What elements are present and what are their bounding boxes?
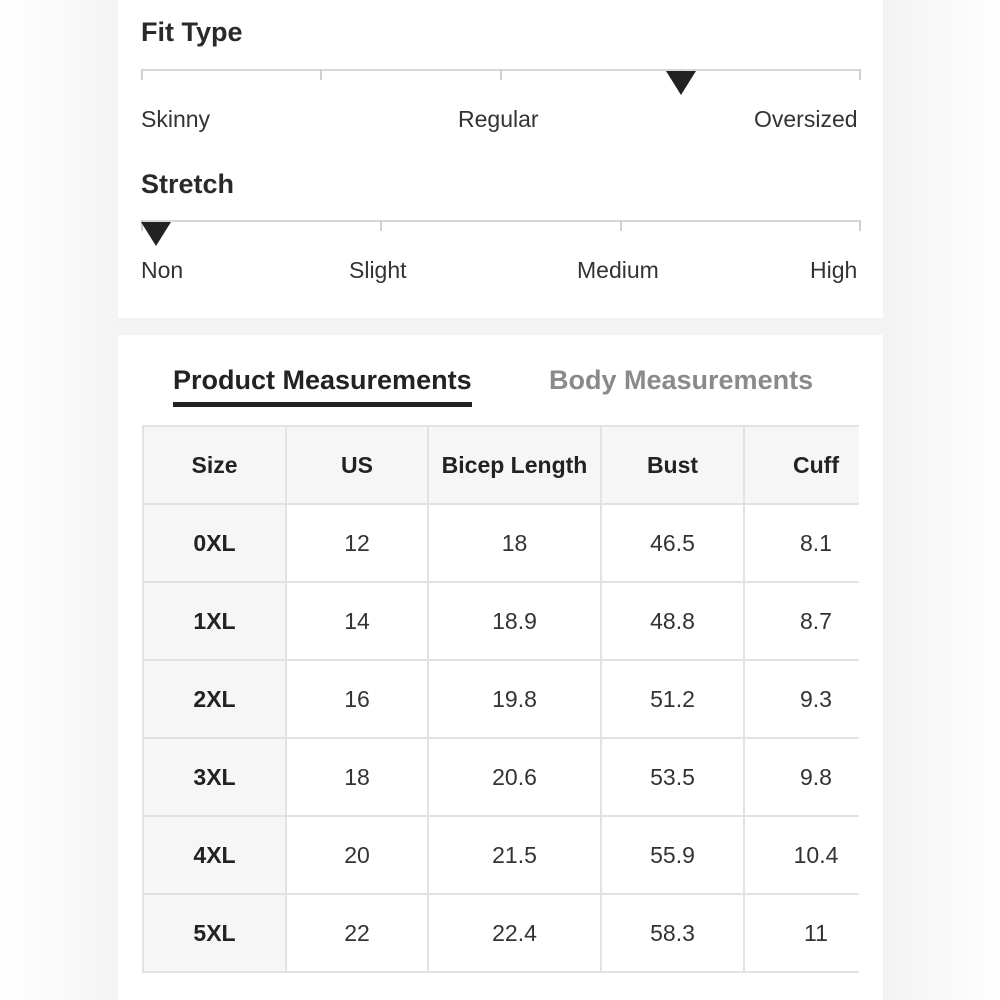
size-cell: 3XL <box>143 738 286 816</box>
measurement-cell: 9.3 <box>744 660 859 738</box>
column-header: Cuff <box>744 426 859 504</box>
stretch-label-slight: Slight <box>349 257 407 283</box>
measurement-cell: 18 <box>286 738 428 816</box>
fit-type-label-oversized: Oversized <box>754 106 858 132</box>
measurement-cell: 22.4 <box>428 894 601 972</box>
stretch-tick <box>859 220 861 231</box>
column-header: Bust <box>601 426 744 504</box>
table-row <box>143 660 859 738</box>
measurement-cell: 8.7 <box>744 582 859 660</box>
measurement-cell: 22 <box>286 894 428 972</box>
fit-type-tick <box>320 69 322 80</box>
measurement-cell: 48.8 <box>601 582 744 660</box>
measurement-cell: 14 <box>286 582 428 660</box>
measurement-cell: 53.5 <box>601 738 744 816</box>
size-chart-scroll-area[interactable] <box>142 425 859 973</box>
column-header: Bicep Length <box>428 426 601 504</box>
measurement-cell: 12 <box>286 504 428 582</box>
fit-type-tick <box>859 69 861 80</box>
stretch-tick <box>620 220 622 231</box>
stretch-label-high: High <box>810 257 858 283</box>
size-cell: 5XL <box>143 894 286 972</box>
fit-type-marker <box>666 71 696 95</box>
section-divider <box>118 318 883 335</box>
fit-type-tick <box>141 69 143 80</box>
measurement-cell: 55.9 <box>601 816 744 894</box>
measurement-cell: 9.8 <box>744 738 859 816</box>
tab-product-measurements[interactable]: Product Measurements <box>173 365 472 407</box>
measurement-cell: 10.4 <box>744 816 859 894</box>
table-row <box>143 582 859 660</box>
table-header-row <box>143 426 859 504</box>
measurement-cell: 19.8 <box>428 660 601 738</box>
stretch-title: Stretch <box>141 169 235 199</box>
stretch-label-medium: Medium <box>577 257 659 283</box>
page-background-right <box>883 0 1000 1000</box>
table-row <box>143 738 859 816</box>
size-cell: 1XL <box>143 582 286 660</box>
table-row <box>143 504 859 582</box>
stretch-tick <box>380 220 382 231</box>
stretch-label-non: Non <box>141 257 184 283</box>
measurement-cell: 20.6 <box>428 738 601 816</box>
measurement-cell: 18 <box>428 504 601 582</box>
table-row <box>143 894 859 972</box>
size-cell: 4XL <box>143 816 286 894</box>
stretch-scale <box>142 220 861 222</box>
measurement-cell: 46.5 <box>601 504 744 582</box>
size-cell: 2XL <box>143 660 286 738</box>
fit-type-label-skinny: Skinny <box>141 106 211 132</box>
size-cell: 0XL <box>143 504 286 582</box>
table-body <box>143 504 859 972</box>
fit-type-tick <box>500 69 502 80</box>
measurement-cell: 51.2 <box>601 660 744 738</box>
measurement-cell: 11 <box>744 894 859 972</box>
measurement-cell: 58.3 <box>601 894 744 972</box>
page-background-left <box>0 0 118 1000</box>
measurement-cell: 21.5 <box>428 816 601 894</box>
stretch-marker <box>141 222 171 246</box>
tab-body-measurements[interactable]: Body Measurements <box>549 365 814 395</box>
measurement-cell: 16 <box>286 660 428 738</box>
measurement-cell: 8.1 <box>744 504 859 582</box>
column-header: US <box>286 426 428 504</box>
measurement-cell: 18.9 <box>428 582 601 660</box>
table-row <box>143 816 859 894</box>
column-header: Size <box>143 426 286 504</box>
size-chart-table <box>142 425 859 973</box>
fit-type-label-regular: Regular <box>458 106 539 132</box>
fit-type-title: Fit Type <box>141 17 243 47</box>
measurement-cell: 20 <box>286 816 428 894</box>
